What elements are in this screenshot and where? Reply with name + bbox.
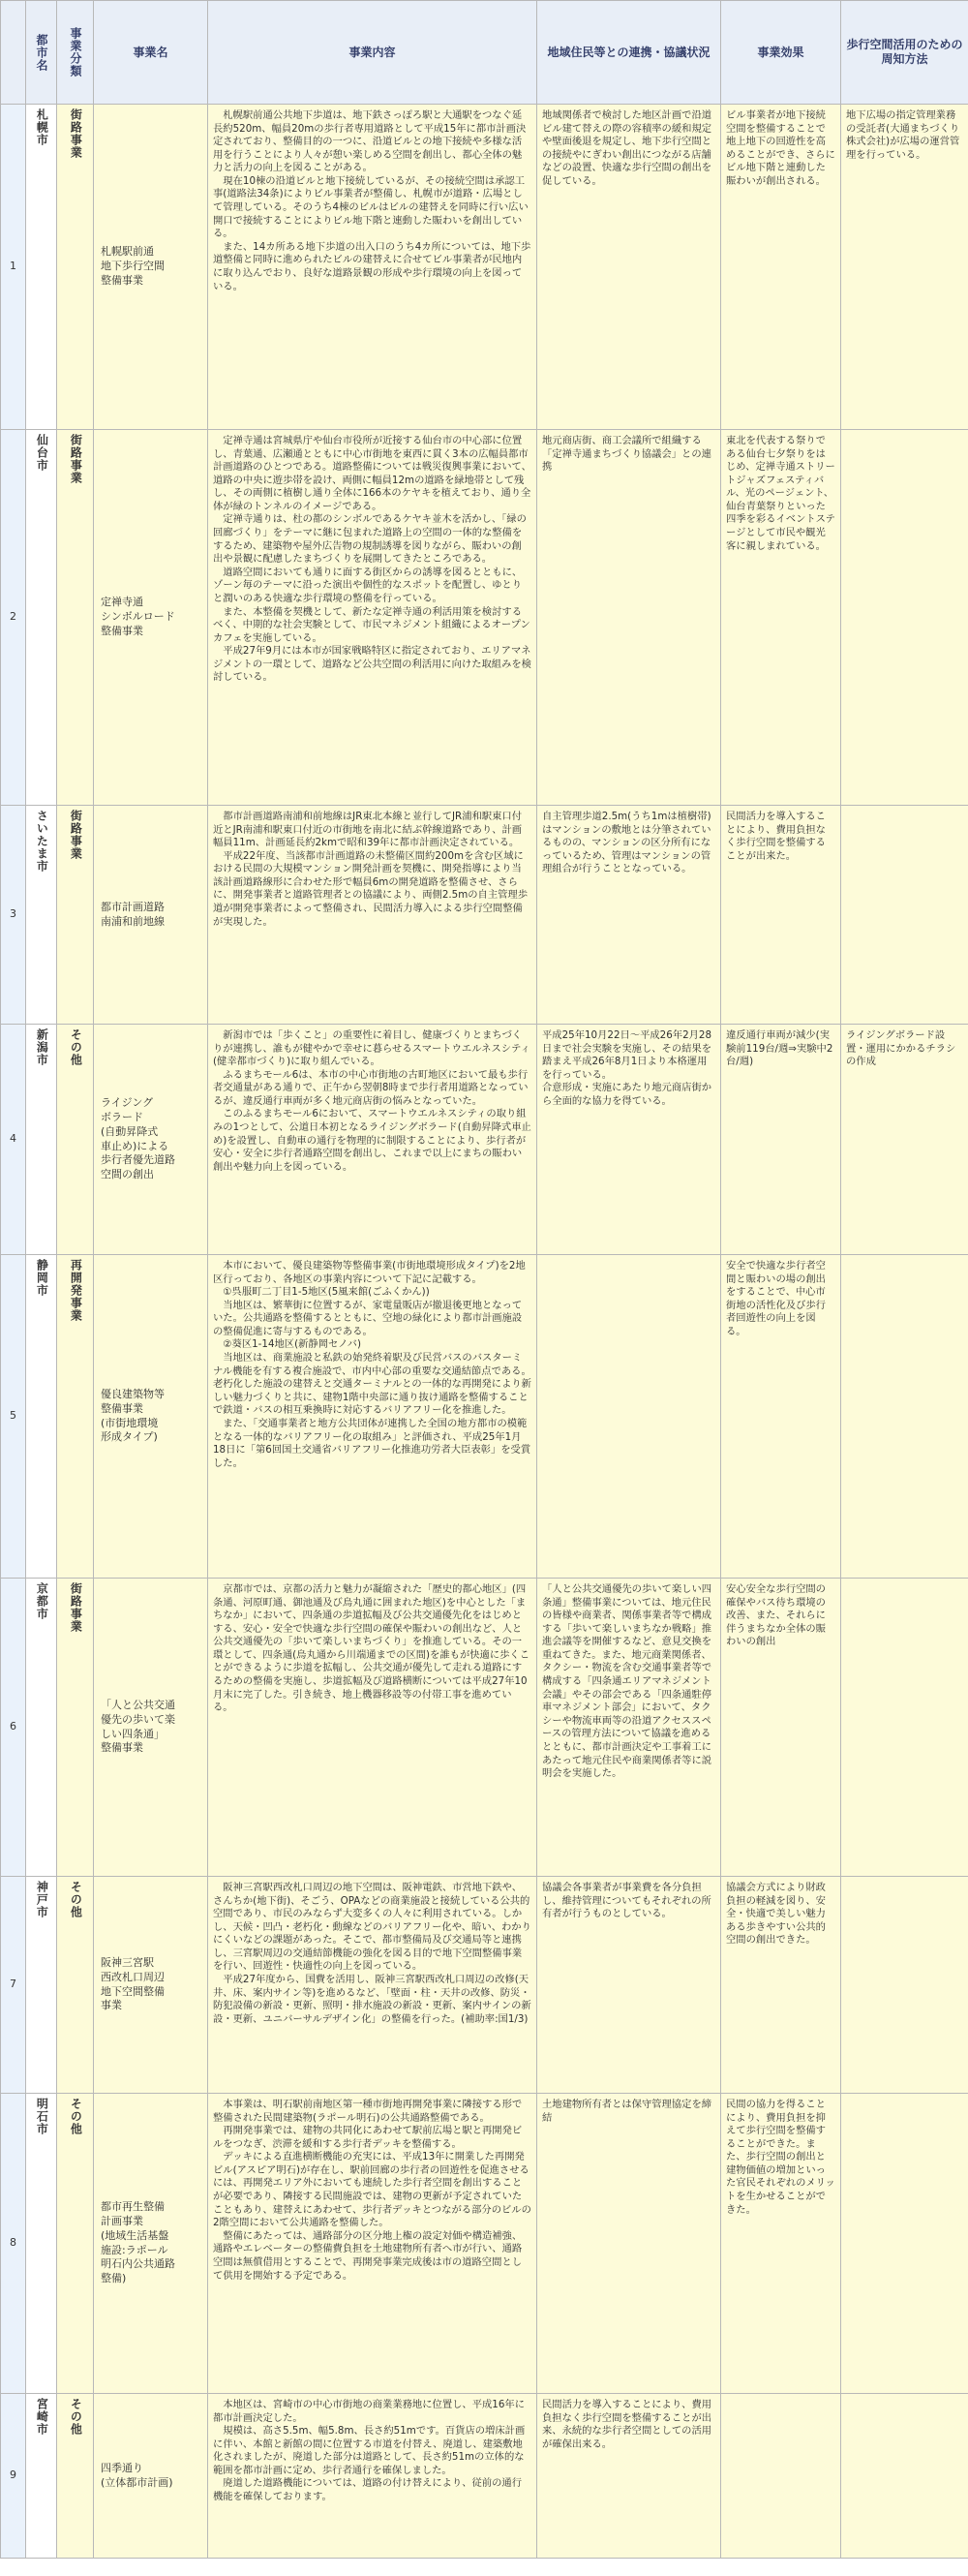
row-city: 静岡市 xyxy=(26,1255,57,1579)
row-awareness xyxy=(841,2394,968,2559)
row-city: 札幌市 xyxy=(26,105,57,430)
row-content: 新潟市では「歩くこと」の重要性に着目し、健康づくりとまちづくりが連携し、誰もが健やかで幸せに暮らせるスマートウエルネスシティ(健幸都市づくり)に取り組んでいる。 ふるまちモール6は、本市の中心市街地の古町地区において最も歩行者交通量がある通りで、正午から翌朝8時まで歩行者用道路となっているが、違反通行車両が多く地元商店街の悩みとなっていた。 このふるまちモール6において、スマートウエルネスシティの取り組みの1つとして、公道日本初となるライジングボラード(自動昇降式車止め)を設置し、自動車の通行を物理的に制限することにより、歩行者が安心・安全に歩行者通路空間を創出し、これまで以上にまちの賑わい創出や魅力向上を図っている。 xyxy=(208,1025,537,1255)
row-project-name: 都市計画道路 南浦和前地線 xyxy=(94,806,208,1025)
row-project-name: 「人と公共交通 優先の歩いて楽 しい四条通」 整備事業 xyxy=(94,1579,208,1877)
row-no: 9 xyxy=(1,2394,26,2559)
row-city: 京都市 xyxy=(26,1579,57,1877)
row-coordination: 平成25年10月22日～平成26年2月28日まで社会実験を実施し、その結果を踏まえ平成26年8月1日より本格運用を行っている。 合意形成・実施にあたり地元商店街から全面的な協力を得ている。 xyxy=(537,1025,721,1255)
row-effect: 民間の協力を得ることにより、費用負担を抑えて歩行空間を整備することができた。また、歩行空間の創出と建物価値の増加といった官民それぞれのメリットを生かせることができた。 xyxy=(721,2094,841,2394)
row-project-name: 阪神三宮駅 西改札口周辺 地下空間整備 事業 xyxy=(94,1877,208,2094)
row-no: 7 xyxy=(1,1877,26,2094)
row-category: その他 xyxy=(57,1025,94,1255)
row-city: 新潟市 xyxy=(26,1025,57,1255)
row-content: 札幌駅前通公共地下歩道は、地下鉄さっぽろ駅と大通駅をつなぐ延長約520m、幅員20mの歩行者専用道路として平成15年に都市計画決定されており、整備目的の一つに、沿道ビルとの地下接続や多様な活用を行うことにより人々が憩い楽しめる空間を創出し、都心全体の魅力と活力の向上を図ることがある。 現在10棟の沿道ビルと地下接続しているが、その接続空間は承認工事(道路法34条)によりビル事業者が整備し、札幌市が道路・広場として管理している。そのうち4棟のビルはビルの建替えを同時に行い広い開口で接続することによりビル地下階と連動した賑わいを創出している。 また、14カ所ある地下歩道の出入口のうち4カ所については、地下歩道整備と同時に進められたビルの建替えに合せてビル事業者が民地内に取り込んでおり、良好な道路景観の形成や歩行環境の向上を図っている。 xyxy=(208,105,537,430)
row-project-name: 四季通り (立体都市計画) xyxy=(94,2394,208,2559)
row-no: 1 xyxy=(1,105,26,430)
row-no: 3 xyxy=(1,806,26,1025)
row-category: 街路事業 xyxy=(57,105,94,430)
row-city: さいたま市 xyxy=(26,806,57,1025)
table-row xyxy=(1,2394,968,2559)
row-category: 街路事業 xyxy=(57,1579,94,1877)
row-effect xyxy=(721,2394,841,2559)
row-coordination: 地元商店街、商工会議所で組織する「定禅寺通まちづくり協議会」との連携 xyxy=(537,430,721,806)
row-project-name: 定禅寺通 シンボルロード 整備事業 xyxy=(94,430,208,806)
row-effect: 民間活力を導入することにより、費用負担なく歩行空間を整備することが出来た。 xyxy=(721,806,841,1025)
header-category: 事業分類 xyxy=(57,1,94,105)
row-awareness xyxy=(841,2094,968,2394)
table-row xyxy=(1,1579,968,1877)
row-no: 5 xyxy=(1,1255,26,1579)
row-content: 都市計画道路南浦和前地線はJR東北本線と並行してJR浦和駅東口付近とJR南浦和駅東口付近の市街地を南北に結ぶ幹線道路であり、計画幅員11m、計画延長約2kmで昭和39年に都市計画決定されている。 平成22年度、当該都市計画道路の未整備区間約200mを含む区域における民間の大規模マンション開発計画を契機に、開発指導により当該計画道路線形に合わせた形で幅員6mの開発道路を整備させ、さらに、開発事業者と道路管理者との協議により、両側2.5mの自主管理歩道が開発事業者によって整備され、民間活力導入による歩行空間整備が実現した。 xyxy=(208,806,537,1025)
table-row xyxy=(1,430,968,806)
row-awareness xyxy=(841,430,968,806)
row-coordination: 地域関係者で検討した地区計画で沿道ビル建て替えの際の容積率の緩和規定や壁面後退を規定し、地下歩行空間との接続やにぎわい創出につながる店舗などの設置、快適な歩行空間の創出を促している。 xyxy=(537,105,721,430)
header-awareness: 歩行空間活用のための周知方法 xyxy=(841,1,968,105)
row-no: 2 xyxy=(1,430,26,806)
table-row xyxy=(1,806,968,1025)
row-content: 本地区は、宮崎市の中心市街地の商業業務地に位置し、平成16年に都市計画決定した。 規模は、高さ5.5m、幅5.8m、長さ約51mです。百貨店の増床計画に伴い、本館と新館の間に位置する市道を付替え、廃道し、建築敷地化されましたが、廃道した部分は道路として、長さ約51mの立体的な範囲を都市計画に定め、歩行者通行を確保しました。 廃道した道路機能については、道路の付け替えにより、従前の通行機能を確保しております。 xyxy=(208,2394,537,2559)
row-awareness xyxy=(841,1579,968,1877)
row-city: 明石市 xyxy=(26,2094,57,2394)
header-project-name: 事業名 xyxy=(94,1,208,105)
row-content: 定禅寺通は宮城県庁や仙台市役所が近接する仙台市の中心部に位置し、青葉通、広瀬通とともに中心市街地を東西に貫く3本の広幅員都市計画道路のひとつである。道路整備については戦災復興事業において、道路の中央に遊歩帯を設け、両側に幅員12mの道路を緑地帯として残し、その両側に植樹し通り全体に166本のケヤキを植えており、通り全体が緑のトンネルのイメージである。 定禅寺通りは、杜の都のシンボルであるケヤキ並木を活かし、「緑の回廊づくり」をテーマに継に包まれた道路上の空間の一体的な整備をするため、建築物や屋外広告物の規制誘導を図りながら、賑わいの創出や景観に配慮したまちづくりを展開してきたところである。 道路空間においても通りに面する街区からの誘導を図るとともに、ゾーン毎のテーマに沿った演出や個性的なスポットを配置し、ゆとりと潤いのある快適な歩行環境の整備を行っている。 また、本整備を契機として、新たな定禅寺通の利活用策を検討するべく、中期的な社会実験として、市民マネジメント組織によるオープンカフェを実施している。 平成27年9月には本市が国家戦略特区に指定されており、エリアマネジメントの一環として、道路など公共空間の利活用に向けた取組みを検討している。 xyxy=(208,430,537,806)
row-no: 4 xyxy=(1,1025,26,1255)
row-content: 京都市では、京都の活力と魅力が凝縮された「歴史的都心地区」(四条通、河原町通、御池通及び烏丸通に囲まれた地区)を中心とした「まちなか」において、四条通の歩道拡幅及び公共交通優先化をはじめとする、安心・安全で快適な歩行空間の確保や賑わいの創出など、人と公共交通優先の「歩いて楽しいまちづくり」を推進している。その一環として、四条通(烏丸通から川端通までの区間)を誰もが快適に歩くことができるように歩道を拡幅し、公共交通が優先して走れる道路にするための整備を実施し、歩道拡幅及び道路横断については平成27年10月末に完了した。引き続き、地上機器移設等の付帯工事を進めている。 xyxy=(208,1579,537,1877)
row-coordination: 協議会各事業者が事業費を各分負担し、維持管理についてもそれぞれの所有者が行うものとしている。 xyxy=(537,1877,721,2094)
row-city: 宮崎市 xyxy=(26,2394,57,2559)
row-effect: 東北を代表する祭りである仙台七夕祭りをはじめ、定禅寺通ストリートジャズフェスティバル、光のページェント、仙台青葉祭りといった四季を彩るイベントステージとして市民や観光客に親しまれている。 xyxy=(721,430,841,806)
row-awareness xyxy=(841,1255,968,1579)
row-coordination xyxy=(537,1255,721,1579)
header-coordination: 地域住民等との連携・協議状況 xyxy=(537,1,721,105)
row-awareness xyxy=(841,1877,968,2094)
row-project-name: 札幌駅前通 地下歩行空間 整備事業 xyxy=(94,105,208,430)
header-effect: 事業効果 xyxy=(721,1,841,105)
header-city: 都市名 xyxy=(26,1,57,105)
row-category: 街路事業 xyxy=(57,806,94,1025)
row-no: 8 xyxy=(1,2094,26,2394)
table-row xyxy=(1,1255,968,1579)
row-content: 本市において、優良建築物等整備事業(市街地環境形成タイプ)を2地区行っており、各地区の事業内容について下記に記載する。 ①呉服町二丁目1-5地区(5風来館(ごふくかん)) 当地区は、繁華街に位置するが、家電量販店が撤退後更地となっていた。公共通路を整備するとともに、空地の緑化により都市計画施設の整備促進に寄与するものである。 ②葵区1-14地区(新静岡セノバ) 当地区は、商業施設と私鉄の始発終着駅及び民営バスのバスターミナル機能を有する複合施設で、市内中心部の重要な交通結節点である。老朽化した施設の建替えと交通ターミナルとの一体的な再開発により新しい魅力づくりと共に、建物1階中央部に通り抜け通路を整備することで鉄道・バスの相互乗換時に対応するバリアフリー化を推進した。 また、「交通事業者と地方公共団体が連携した全国の地方都市の模範となる一体的なバリアフリー化の取組み」と評価され、平成25年1月18日に「第6回国土交通省バリアフリー化推進功労者大臣表彰」を受賞した。 xyxy=(208,1255,537,1579)
row-category: 街路事業 xyxy=(57,430,94,806)
row-effect: ビル事業者が地下接続空間を整備することで地上地下の回遊性を高めることができ、さらにビル地下階と連動した賑わいが創出される。 xyxy=(721,105,841,430)
header-no xyxy=(1,1,26,105)
row-coordination: 土地建物所有者とは保守管理協定を締結 xyxy=(537,2094,721,2394)
row-effect: 違反通行車両が減少(実験前119台/週⇒実験中2台/週) xyxy=(721,1025,841,1255)
row-coordination: 自主管理歩道2.5m(うち1mは植樹帯)はマンションの敷地とは分筆されているものの、マンションの区分所有になっているため、管理はマンションの管理組合が行うこととなっている。 xyxy=(537,806,721,1025)
table-row xyxy=(1,1877,968,2094)
row-category: その他 xyxy=(57,2094,94,2394)
row-effect: 安全で快適な歩行者空間と賑わいの場の創出をすることで、中心市街地の活性化及び歩行者回遊性の向上を図る。 xyxy=(721,1255,841,1579)
row-category: その他 xyxy=(57,1877,94,2094)
row-content: 阪神三宮駅西改札口周辺の地下空間は、阪神電鉄、市営地下鉄や、さんちか(地下街)、そごう、OPAなどの商業施設と接続している公共的空間であり、市民のみならず大変多くの人々に利用されている。しかし、天候・凹凸・老朽化・動線などのバリアフリー化や、暗い、わかりにくいなどの課題があった。そこで、都市整備局及び交通局等と連携し、三宮駅周辺の交通結節機能の強化を図る目的で地下空間整備事業を行い、回遊性・快適性の向上を図っている。 平成27年度から、国費を活用し、阪神三宮駅西改札口周辺の改修(天井、床、案内サイン等)を進めるなど、「壁面・柱・天井の改修、防災・防犯設備の新設・更新、照明・排水施設の新設・更新、案内サインの新設・更新、ユニバーサルデザイン化」の整備を行った。(補助率:国1/3) xyxy=(208,1877,537,2094)
row-awareness: 地下広場の指定管理業務の受託者(大通まちづくり株式会社)が広場の運営管理を行っている。 xyxy=(841,105,968,430)
row-project-name: 優良建築物等 整備事業 (市街地環境 形成タイプ) xyxy=(94,1255,208,1579)
header-content: 事業内容 xyxy=(208,1,537,105)
row-project-name: 都市再生整備 計画事業 (地域生活基盤 施設:ラポール 明石内公共通路 整備) xyxy=(94,2094,208,2394)
row-city: 神戸市 xyxy=(26,1877,57,2094)
table-header xyxy=(1,1,968,105)
table-row xyxy=(1,2094,968,2394)
row-no: 6 xyxy=(1,1579,26,1877)
row-content: 本事業は、明石駅前南地区第一種市街地再開発事業に隣接する形で整備された民間建築物(ラポール明石)の公共通路整備である。 再開発事業では、建物の共同化にあわせて駅前広場と駅と再開発ビルをつなぎ、渋滞を緩和する歩行者デッキを整備する。 デッキによる直進横断機能の充実には、平成13年に開業した再開発ビル(アスピア明石)が存在し、駅前回廊の歩行者の回遊性を促進させるには、再開発エリア外においても連続した歩行者空間を創出することが必要であり、隣接する民間施設では、建物の更新が予定されていたこともあり、建替えにあわせて、歩行者デッキとつながる部分のビルの2階空間において公共通路を整備した。 整備にあたっては、通路部分の区分地上権の設定対価や構造補強、通路やエレベーターの整備費負担を土地建物所有者へ市が行い、通路空間は無償借用とすることで、再開発事業完成後は市の道路空間として供用を開始する予定である。 xyxy=(208,2094,537,2394)
row-city: 仙台市 xyxy=(26,430,57,806)
table-row xyxy=(1,1025,968,1255)
row-project-name: ライジング ボラード (自動昇降式 車止め)による 歩行者優先道路 空間の創出 xyxy=(94,1025,208,1255)
row-category: 再開発事業 xyxy=(57,1255,94,1579)
row-coordination: 民間活力を導入することにより、費用負担なく歩行空間を整備することが出来、永続的な歩行者空間としての活用が確保出来る。 xyxy=(537,2394,721,2559)
row-coordination: 「人と公共交通優先の歩いて楽しい四条通」整備事業については、地元住民の皆様や商業者、関係事業者等で構成する「歩いて楽しいまちなか戦略」推進会議等を開催するなど、意見交換を重ねてきた。また、地元商業関係者、タクシー・物流を含む交通事業者等で構成する「四条通エリアマネジメント会議」やその部会である「四条通駐停車マネジメント部会」において、タクシーや物流車両等の沿道アクセススペースの管理方法について協議を進めるとともに、都市計画決定や工事着工にあたって地元住民や商業関係者等に説明会を実施した。 xyxy=(537,1579,721,1877)
row-awareness xyxy=(841,806,968,1025)
row-effect: 安心安全な歩行空間の確保やバス待ち環境の改善、また、それらに伴うまちなか全体の賑わいの創出 xyxy=(721,1579,841,1877)
row-category: その他 xyxy=(57,2394,94,2559)
row-awareness: ライジングボラード設置・運用にかかるチラシの作成 xyxy=(841,1025,968,1255)
row-effect: 協議会方式により財政負担の軽減を図り、安全・快適で美しい魅力ある歩きやすい公共的空間の創出できた。 xyxy=(721,1877,841,2094)
table-row xyxy=(1,105,968,430)
